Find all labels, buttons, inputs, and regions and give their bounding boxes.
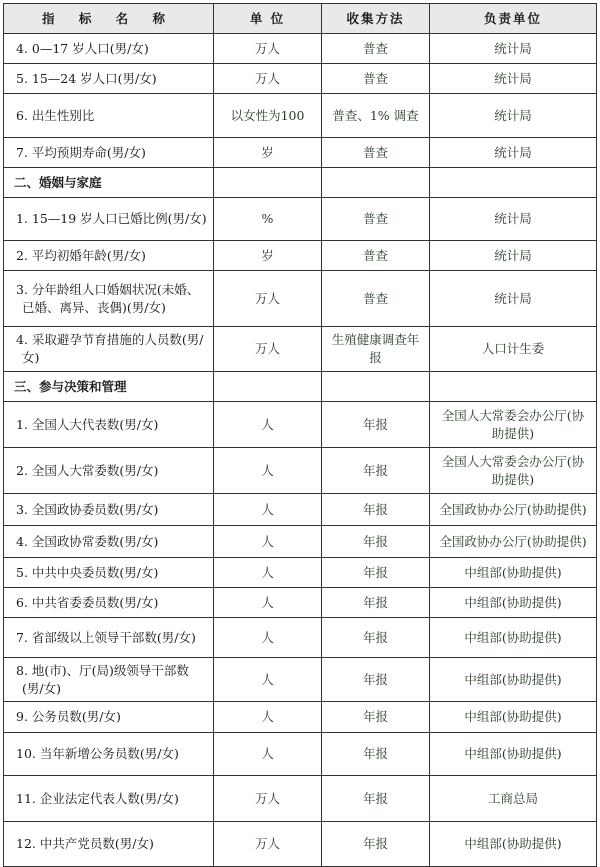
responsible-cell: 统计局 <box>430 138 597 168</box>
table-row <box>4 138 597 168</box>
indicator-cell: 5. 15—24 岁人口(男/女) <box>4 64 214 94</box>
unit-cell: 万人 <box>214 271 322 327</box>
method-cell: 普查 <box>322 34 430 64</box>
method-cell: 年报 <box>322 822 430 867</box>
table-row <box>4 448 597 494</box>
unit-cell: 人 <box>214 618 322 658</box>
table-row <box>4 558 597 588</box>
method-cell: 年报 <box>322 702 430 733</box>
empty-cell <box>430 372 597 402</box>
indicator-cell: 3. 全国政协委员数(男/女) <box>4 494 214 526</box>
table-row <box>4 271 597 327</box>
responsible-cell: 中组部(协助提供) <box>430 558 597 588</box>
indicator-cell: 9. 公务员数(男/女) <box>4 702 214 733</box>
unit-cell: 岁 <box>214 241 322 271</box>
unit-cell: 万人 <box>214 822 322 867</box>
unit-cell: 人 <box>214 588 322 618</box>
indicator-cell: 10. 当年新增公务员数(男/女) <box>4 733 214 776</box>
method-cell: 普查 <box>322 64 430 94</box>
unit-cell: 人 <box>214 658 322 702</box>
indicator-cell: 4. 采取避孕节育措施的人员数(男/女) <box>4 327 214 372</box>
responsible-cell: 统计局 <box>430 64 597 94</box>
responsible-cell: 中组部(协助提供) <box>430 618 597 658</box>
header-row <box>4 4 597 34</box>
empty-cell <box>322 168 430 198</box>
method-cell: 年报 <box>322 658 430 702</box>
method-cell: 普查 <box>322 241 430 271</box>
table-row <box>4 702 597 733</box>
method-cell: 年报 <box>322 494 430 526</box>
method-cell: 年报 <box>322 402 430 448</box>
method-cell: 普查 <box>322 271 430 327</box>
table-row <box>4 64 597 94</box>
method-cell: 年报 <box>322 558 430 588</box>
unit-cell: 人 <box>214 558 322 588</box>
indicator-cell: 1. 全国人大代表数(男/女) <box>4 402 214 448</box>
unit-cell: 人 <box>214 526 322 558</box>
table-row <box>4 198 597 241</box>
header-indicator: 指 标 名 称 <box>4 4 214 34</box>
method-cell: 普查 <box>322 138 430 168</box>
responsible-cell: 全国政协办公厅(协助提供) <box>430 494 597 526</box>
indicator-cell: 8. 地(市)、厅(局)级领导干部数(男/女) <box>4 658 214 702</box>
indicator-cell: 12. 中共产党员数(男/女) <box>4 822 214 867</box>
unit-cell: 万人 <box>214 64 322 94</box>
method-cell: 年报 <box>322 588 430 618</box>
unit-cell: 万人 <box>214 776 322 822</box>
responsible-cell: 中组部(协助提供) <box>430 822 597 867</box>
table-row <box>4 618 597 658</box>
section-row <box>4 372 597 402</box>
empty-cell <box>430 168 597 198</box>
method-cell: 年报 <box>322 733 430 776</box>
responsible-cell: 全国人大常委会办公厅(协助提供) <box>430 448 597 494</box>
responsible-cell: 全国政协办公厅(协助提供) <box>430 526 597 558</box>
indicator-cell: 7. 平均预期寿命(男/女) <box>4 138 214 168</box>
table-row <box>4 241 597 271</box>
section-row <box>4 168 597 198</box>
table-body <box>4 34 597 867</box>
indicator-cell: 3. 分年龄组人口婚姻状况(未婚、已婚、离异、丧偶)(男/女) <box>4 271 214 327</box>
table-row <box>4 494 597 526</box>
table-row <box>4 733 597 776</box>
section-title: 三、参与决策和管理 <box>4 372 214 402</box>
header-method: 收集方法 <box>322 4 430 34</box>
unit-cell: % <box>214 198 322 241</box>
section-title: 二、婚姻与家庭 <box>4 168 214 198</box>
table-row <box>4 402 597 448</box>
empty-cell <box>322 372 430 402</box>
responsible-cell: 统计局 <box>430 94 597 138</box>
indicator-cell: 6. 中共省委委员数(男/女) <box>4 588 214 618</box>
table-row <box>4 776 597 822</box>
indicator-cell: 7. 省部级以上领导干部数(男/女) <box>4 618 214 658</box>
responsible-cell: 统计局 <box>430 198 597 241</box>
method-cell: 年报 <box>322 776 430 822</box>
unit-cell: 人 <box>214 494 322 526</box>
unit-cell: 以女性为100 <box>214 94 322 138</box>
unit-cell: 万人 <box>214 327 322 372</box>
responsible-cell: 全国人大常委会办公厅(协助提供) <box>430 402 597 448</box>
table-row <box>4 94 597 138</box>
unit-cell: 人 <box>214 402 322 448</box>
empty-cell <box>214 168 322 198</box>
unit-cell: 万人 <box>214 34 322 64</box>
table-row <box>4 822 597 867</box>
responsible-cell: 中组部(协助提供) <box>430 702 597 733</box>
indicator-table <box>3 3 597 867</box>
responsible-cell: 人口计生委 <box>430 327 597 372</box>
responsible-cell: 统计局 <box>430 241 597 271</box>
method-cell: 普查、1% 调查 <box>322 94 430 138</box>
indicator-cell: 6. 出生性别比 <box>4 94 214 138</box>
table-row <box>4 658 597 702</box>
indicator-cell: 11. 企业法定代表人数(男/女) <box>4 776 214 822</box>
responsible-cell: 中组部(协助提供) <box>430 588 597 618</box>
responsible-cell: 中组部(协助提供) <box>430 658 597 702</box>
responsible-cell: 统计局 <box>430 271 597 327</box>
table-row <box>4 327 597 372</box>
indicator-cell: 2. 全国人大常委数(男/女) <box>4 448 214 494</box>
method-cell: 年报 <box>322 526 430 558</box>
unit-cell: 人 <box>214 733 322 776</box>
unit-cell: 人 <box>214 702 322 733</box>
method-cell: 年报 <box>322 448 430 494</box>
empty-cell <box>214 372 322 402</box>
responsible-cell: 中组部(协助提供) <box>430 733 597 776</box>
indicator-cell: 4. 全国政协常委数(男/女) <box>4 526 214 558</box>
table-row <box>4 34 597 64</box>
method-cell: 普查 <box>322 198 430 241</box>
indicator-cell: 2. 平均初婚年龄(男/女) <box>4 241 214 271</box>
method-cell: 年报 <box>322 618 430 658</box>
unit-cell: 岁 <box>214 138 322 168</box>
responsible-cell: 统计局 <box>430 34 597 64</box>
responsible-cell: 工商总局 <box>430 776 597 822</box>
table-row <box>4 588 597 618</box>
unit-cell: 人 <box>214 448 322 494</box>
indicator-cell: 1. 15—19 岁人口已婚比例(男/女) <box>4 198 214 241</box>
method-cell: 生殖健康调查年报 <box>322 327 430 372</box>
header-unit: 单 位 <box>214 4 322 34</box>
table-row <box>4 526 597 558</box>
indicator-cell: 5. 中共中央委员数(男/女) <box>4 558 214 588</box>
header-responsible: 负责单位 <box>430 4 597 34</box>
indicator-cell: 4. 0—17 岁人口(男/女) <box>4 34 214 64</box>
